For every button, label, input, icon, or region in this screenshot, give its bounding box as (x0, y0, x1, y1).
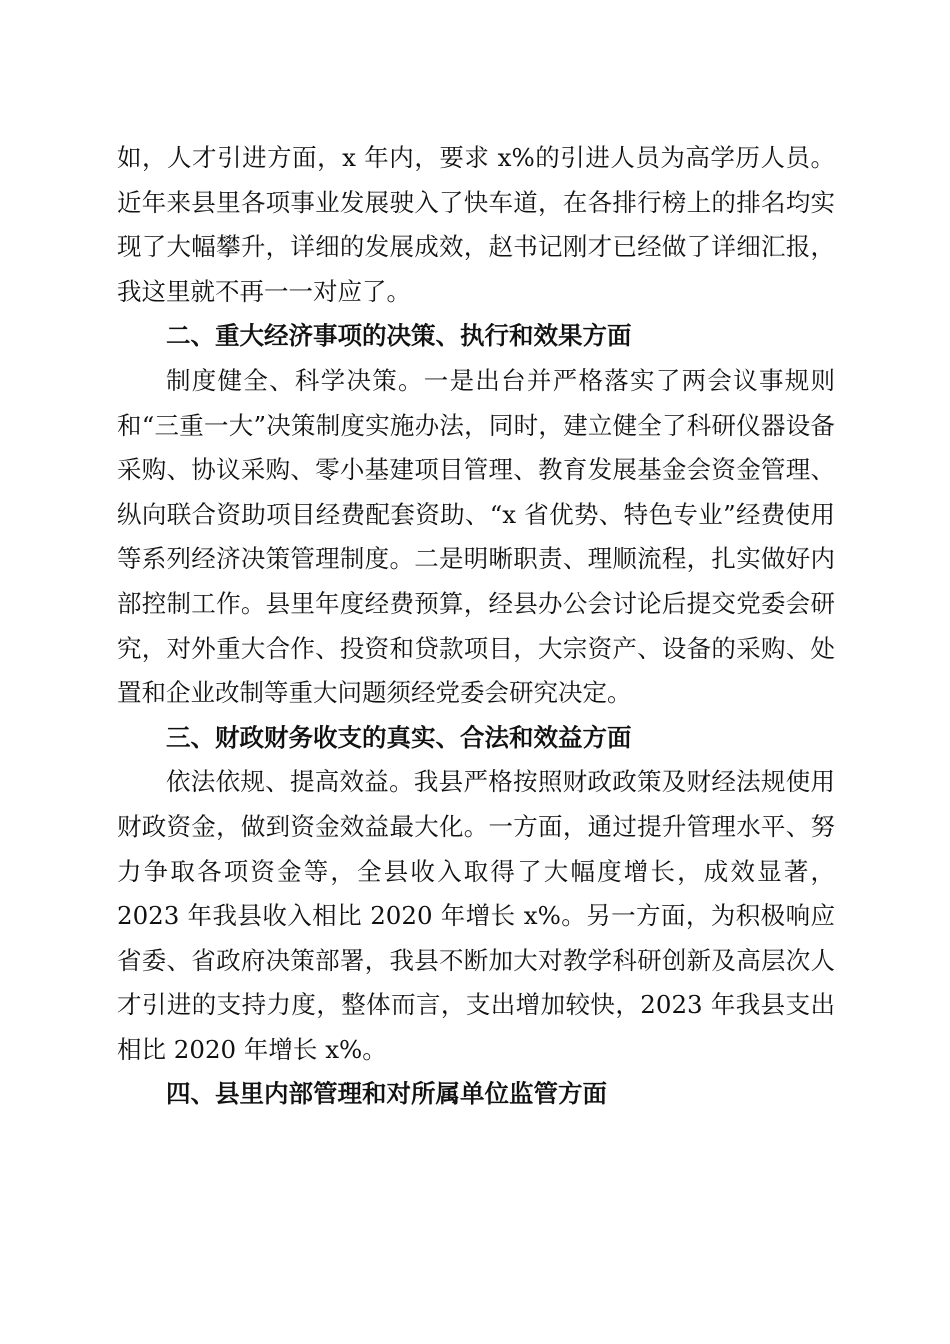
document-body (117, 136, 835, 1117)
section-heading-finance: 三、财政财务收支的真实、合法和效益方面 (166, 722, 632, 752)
section-heading-internal-management: 四、县里内部管理和对所属单位监管方面 (166, 1079, 607, 1109)
section-heading-economic-decisions: 二、重大经济事项的决策、执行和效果方面 (166, 321, 632, 351)
body-paragraph-finance: 依法依规、提高效益。我县严格按照财政政策及财经法规使用财政资金，做到资金效益最大化。一方面，通过提升管理水平、努力争取各项资金等，全县收入取得了大幅度增长，成效显著，2023 年我县收入相比 2020 年增长 x%。另一方面，为积极响应省委、省政府决策部署，我县不断加大对教学科研创新及高层次人才引进的支持力度，整体而言，支出增加较快，2023 年我县支出相比 2020 年增长 x%。 (117, 767, 835, 1064)
body-paragraph-talent: 如，人才引进方面，x 年内，要求 x%的引进人员为高学历人员。近年来县里各项事业发展驶入了快车道，在各排行榜上的排名均实现了大幅攀升，详细的发展成效，赵书记刚才已经做了详细汇报，我这里就不再一一对应了。 (117, 143, 835, 306)
body-paragraph-decision-system: 制度健全、科学决策。一是出台并严格落实了两会议事规则和“三重一大”决策制度实施办法，同时，建立健全了科研仪器设备采购、协议采购、零小基建项目管理、教育发展基金会资金管理、纵向联合资助项目经费配套资助、“x 省优势、特色专业”经费使用等系列经济决策管理制度。二是明晰职责、理顺流程，扎实做好内部控制工作。县里年度经费预算，经县办公会讨论后提交党委会研究，对外重大合作、投资和贷款项目，大宗资产、设备的采购、处置和企业改制等重大问题须经党委会研究决定。 (117, 365, 835, 708)
